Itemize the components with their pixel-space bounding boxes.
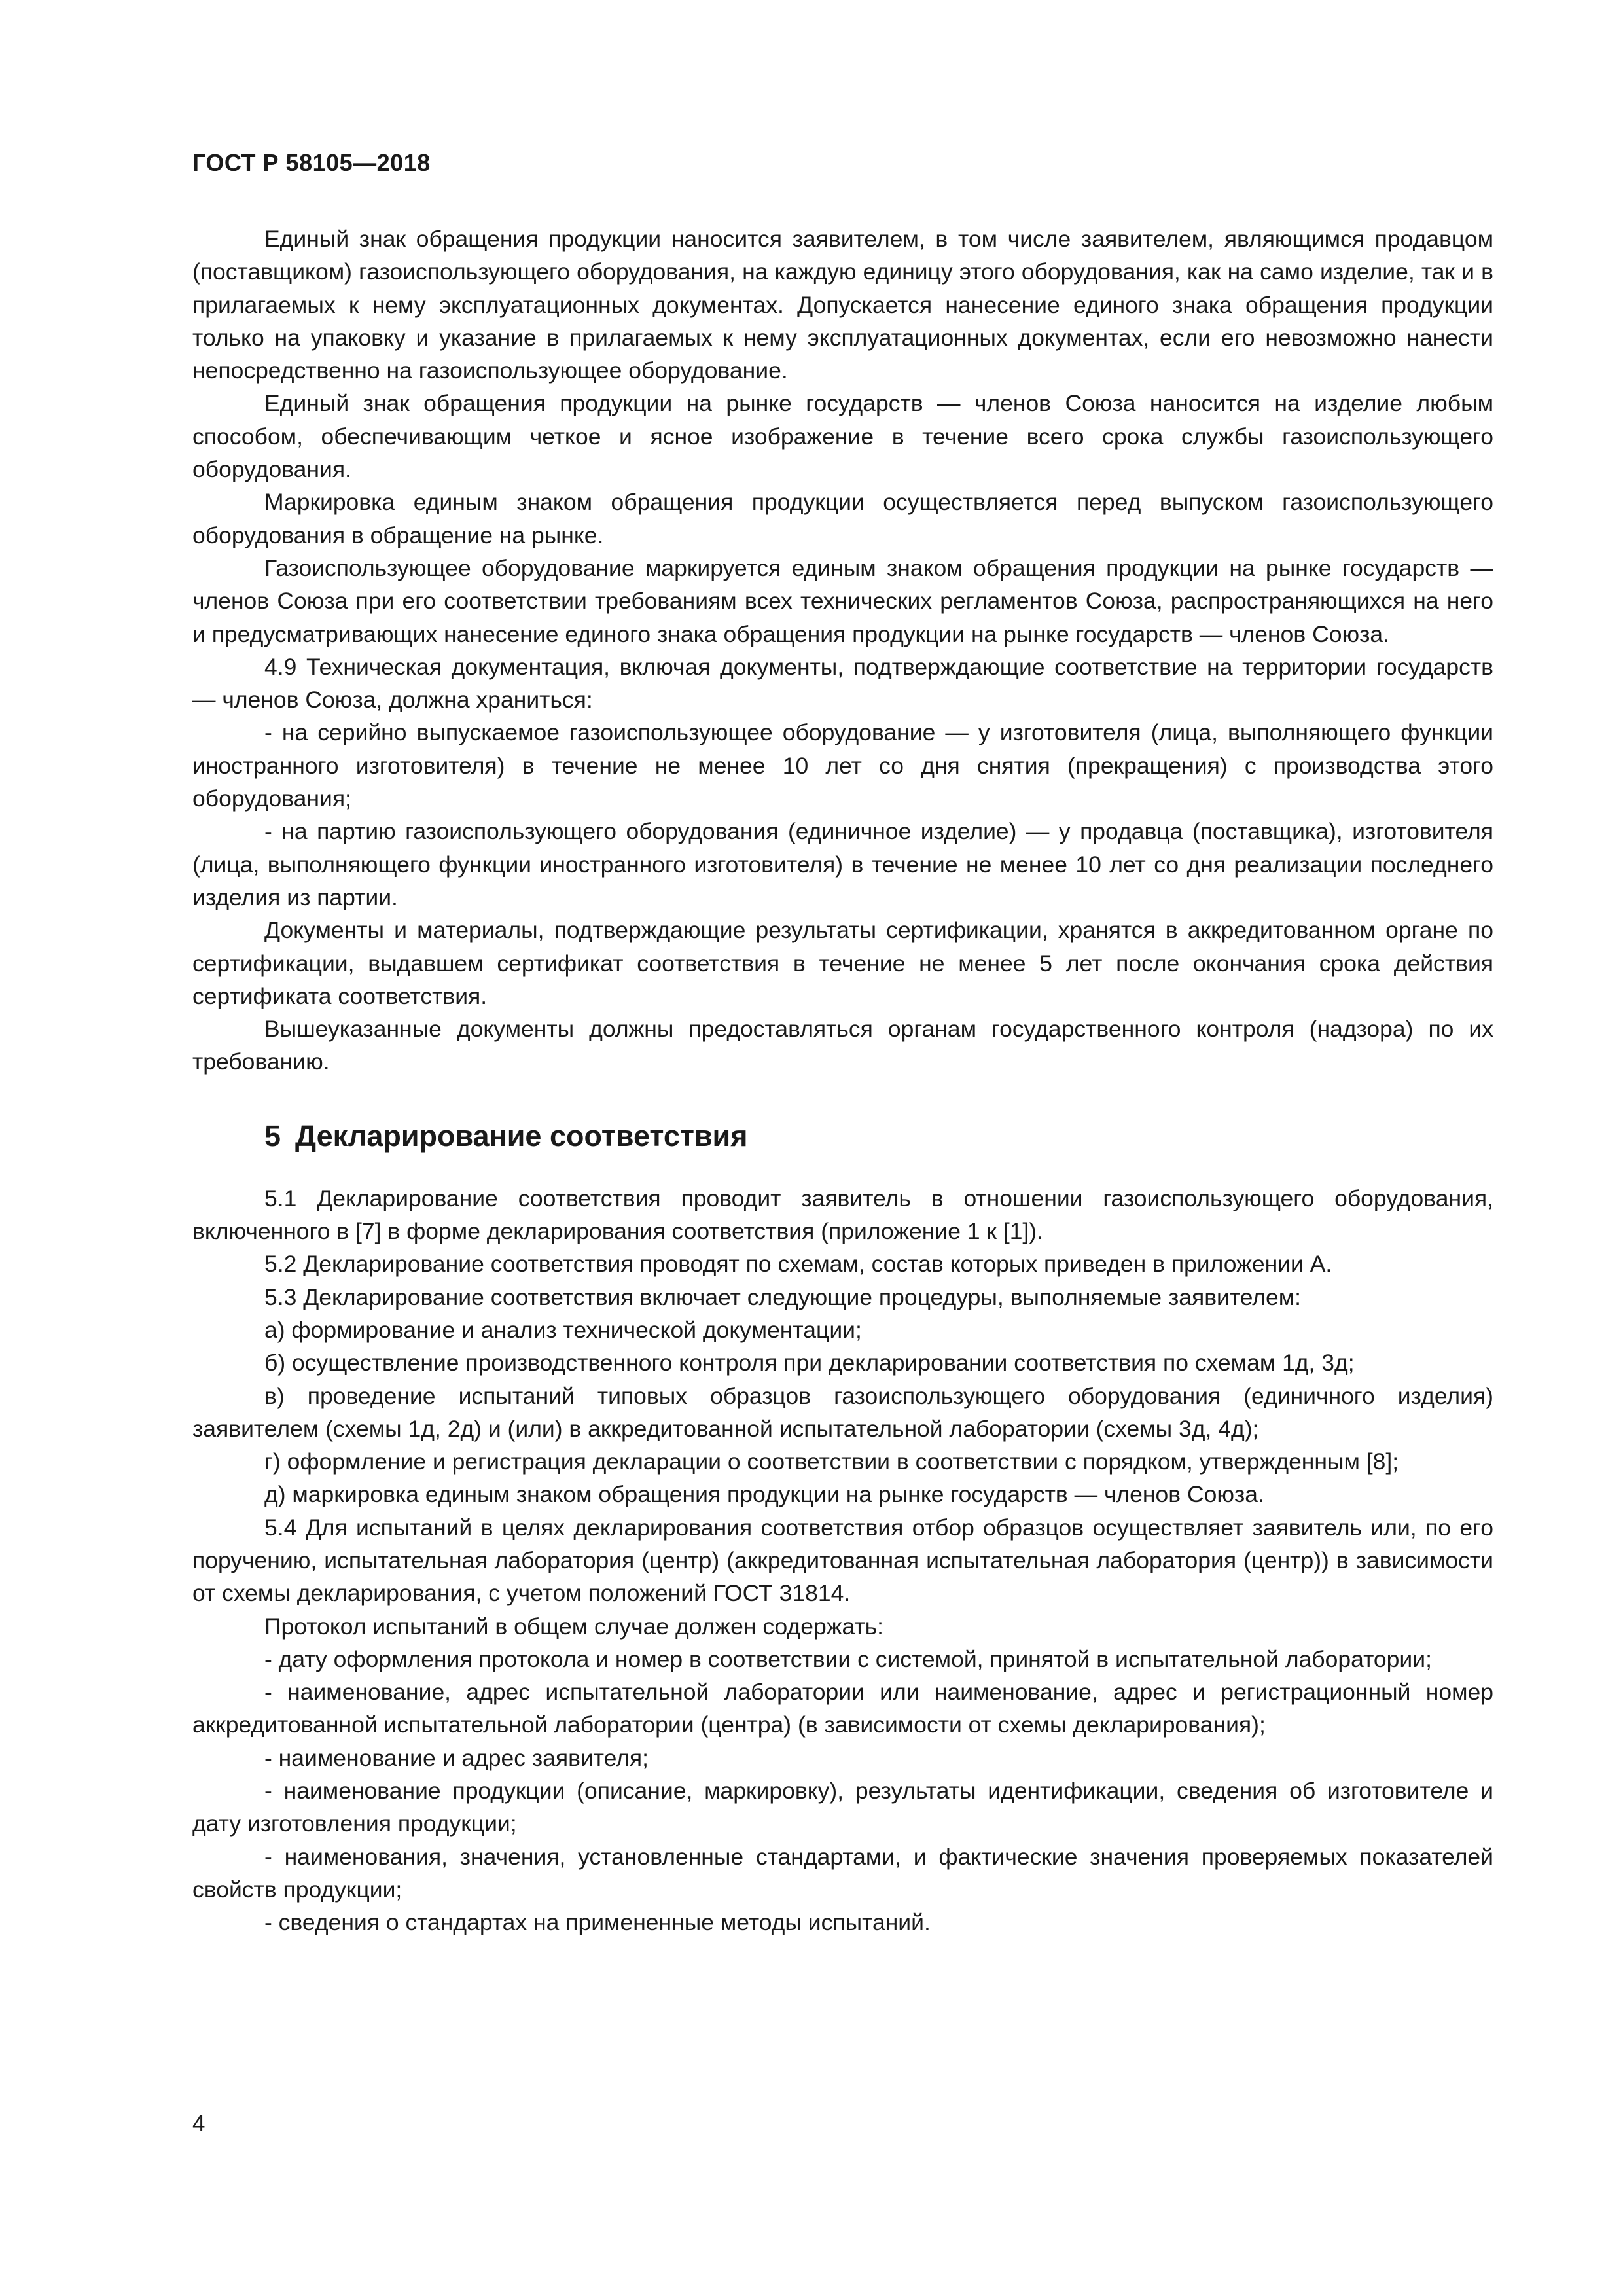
paragraph: Единый знак обращения продукции на рынке государств — членов Союза наносится на изделие любым способом, обеспечивающим четкое и ясное изображение в течение всего срока службы газоиспользующего оборудования.: [192, 390, 1493, 483]
section-number: 5: [264, 1119, 281, 1153]
paragraph: Газоиспользующее оборудование маркируется единым знаком обращения продукции на рынке государств — членов Союза при его соответствии требованиям всех технических регламентов Союза, распространяющихся на него и предусматривающих нанесение единого знака обращения продукции на рынке государств — членов Союза.: [192, 554, 1493, 647]
list-item: - наименования, значения, установленные стандартами, и фактические значения проверяемых показателей свойств продукции;: [192, 1843, 1493, 1903]
list-item: - наименование, адрес испытательной лаборатории или наименование, адрес и регистрационный номер аккредитованной испытательной лаборатории (центра) (в зависимости от схемы декларирования);: [192, 1679, 1493, 1738]
page-number: 4: [192, 2111, 205, 2136]
paragraph: Единый знак обращения продукции наносится заявителем, в том числе заявителем, являющимся продавцом (поставщиком) газоиспользующего оборудования, на каждую единицу этого оборудования, как на само изделие, так и в прилагаемых к нему эксплуатационных документах. Допускается нанесение единого знака обращения продукции только на упаковку и указание в прилагаемых к нему эксплуатационных документах, если его невозможно нанести непосредственно на газоиспользующее оборудование.: [192, 226, 1493, 384]
list-item: б) осуществление производственного контроля при декларировании соответствия по схемам 1д, 3д;: [264, 1350, 1355, 1376]
document-header: ГОСТ Р 58105—2018: [192, 149, 431, 176]
list-item: в) проведение испытаний типовых образцов газоиспользующего оборудования (единичного изделия) заявителем (схемы 1д, 2д) и (или) в аккредитованной испытательной лаборатории (схемы 3д, 4д);: [192, 1382, 1493, 1442]
section-title: Декларирование соответствия: [295, 1119, 748, 1153]
list-item: - наименование и адрес заявителя;: [264, 1744, 649, 1771]
paragraph: Маркировка единым знаком обращения продукции осуществляется перед выпуском газоиспользующего оборудования в обращение на рынке.: [192, 489, 1493, 548]
list-item: а) формирование и анализ технической документации;: [264, 1316, 862, 1343]
paragraph: 5.2 Декларирование соответствия проводят по схемам, состав которых приведен в приложении А.: [264, 1251, 1332, 1278]
list-item: - на партию газоиспользующего оборудования (единичное изделие) — у продавца (поставщика), изготовителя (лица, выполняющего функции иностранного изготовителя) в течение не менее 10 лет со дня реализации последнего изделия из партии.: [192, 818, 1493, 910]
list-item: - на серийно выпускаемое газоиспользующее оборудование — у изготовителя (лица, выполняющего функции иностранного изготовителя) в течение не менее 10 лет со дня снятия (прекращения) с производства этого оборудования;: [192, 719, 1493, 812]
paragraph: Документы и материалы, подтверждающие результаты сертификации, хранятся в аккредитованном органе по сертификации, выдавшем сертификат соответствия в течение не менее 5 лет после окончания срока действия сертификата соответствия.: [192, 917, 1493, 1009]
paragraph: 5.3 Декларирование соответствия включает следующие процедуры, выполняемые заявителем:: [264, 1283, 1302, 1310]
section-heading: [264, 1118, 1493, 1155]
list-item: - наименование продукции (описание, маркировку), результаты идентификации, сведения об изготовителе и дату изготовления продукции;: [192, 1778, 1493, 1837]
list-item: - сведения о стандартах на примененные методы испытаний.: [264, 1909, 931, 1936]
list-item: г) оформление и регистрация декларации о соответствии в соответствии с порядком, утвержденным [8];: [264, 1448, 1399, 1475]
document-body: [192, 223, 1493, 1939]
paragraph: 5.4 Для испытаний в целях декларирования соответствия отбор образцов осуществляет заявитель или, по его поручению, испытательная лаборатория (центр) (аккредитованная испытательная лаборатория (центр)) в зависимости от схемы декларирования, с учетом положений ГОСТ 31814.: [192, 1514, 1493, 1607]
paragraph: Протокол испытаний в общем случае должен содержать:: [264, 1613, 884, 1640]
paragraph: 5.1 Декларирование соответствия проводит заявитель в отношении газоиспользующего оборудования, включенного в [7] в форме декларирования соответствия (приложение 1 к [1]).: [192, 1185, 1493, 1245]
list-item: - дату оформления протокола и номер в соответствии с системой, принятой в испытательной лаборатории;: [264, 1645, 1432, 1672]
paragraph: 4.9 Техническая документация, включая документы, подтверждающие соответствие на территории государств — членов Союза, должна храниться:: [192, 653, 1493, 713]
list-item: д) маркировка единым знаком обращения продукции на рынке государств — членов Союза.: [264, 1481, 1264, 1508]
paragraph: Вышеуказанные документы должны предоставляться органам государственного контроля (надзора) по их требованию.: [192, 1016, 1493, 1075]
